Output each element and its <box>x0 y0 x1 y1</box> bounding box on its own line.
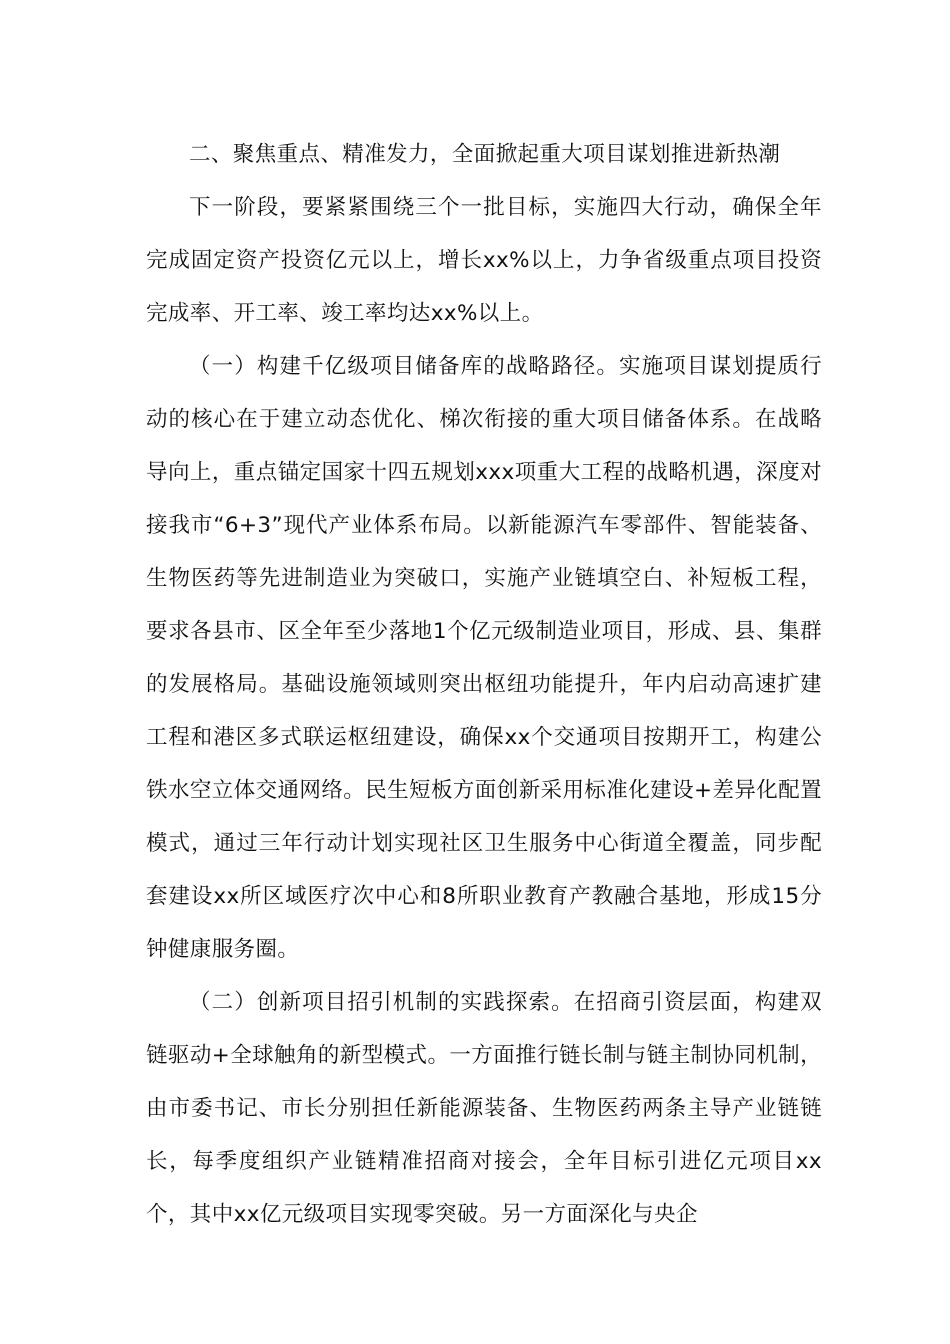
paragraph-investment-attraction: （二）创新项目招引机制的实践探索。在招商引资层面，构建双链驱动+全球触角的新型模式。一方面推行链长制与链主制协同机制，由市委书记、市长分别担任新能源装备、生物医药两条主导产业链链长，每季度组织产业链精准招商对接会，全年目标引进亿元项目xx个，其中xx亿元级项目实现零突破。另一方面深化与央企 <box>146 990 822 1227</box>
paragraph-project-reserve: （一）构建千亿级项目储备库的战略路径。实施项目谋划提质行动的核心在于建立动态优化、梯次衔接的重大项目储备体系。在战略导向上，重点锚定国家十四五规划xxx项重大工程的战略机遇，深度对接我市“6+3”现代产业体系布局。以新能源汽车零部件、智能装备、生物医药等先进制造业为突破口，实施产业链填空白、补短板工程，要求各县市、区全年至少落地1个亿元级制造业项目，形成、县、集群的发展格局。基础设施领域则突出枢纽功能提升，年内启动高速扩建工程和港区多式联运枢纽建设，确保xx个交通项目按期开工，构建公铁水空立体交通网络。民生短板方面创新采用标准化建设+差异化配置模式，通过三年行动计划实现社区卫生服务中心街道全覆盖，同步配套建设xx所区域医疗次中心和8所职业教育产教融合基地，形成15分钟健康服务圈。 <box>146 354 822 962</box>
section-heading: 二、聚焦重点、精准发力，全面掀起重大项目谋划推进新热潮 <box>189 142 781 167</box>
document-body <box>146 128 822 1241</box>
paragraph-targets: 下一阶段，要紧紧围绕三个一批目标，实施四大行动，确保全年完成固定资产投资亿元以上，增长xx%以上，力争省级重点项目投资完成率、开工率、竣工率均达xx%以上。 <box>146 195 822 326</box>
